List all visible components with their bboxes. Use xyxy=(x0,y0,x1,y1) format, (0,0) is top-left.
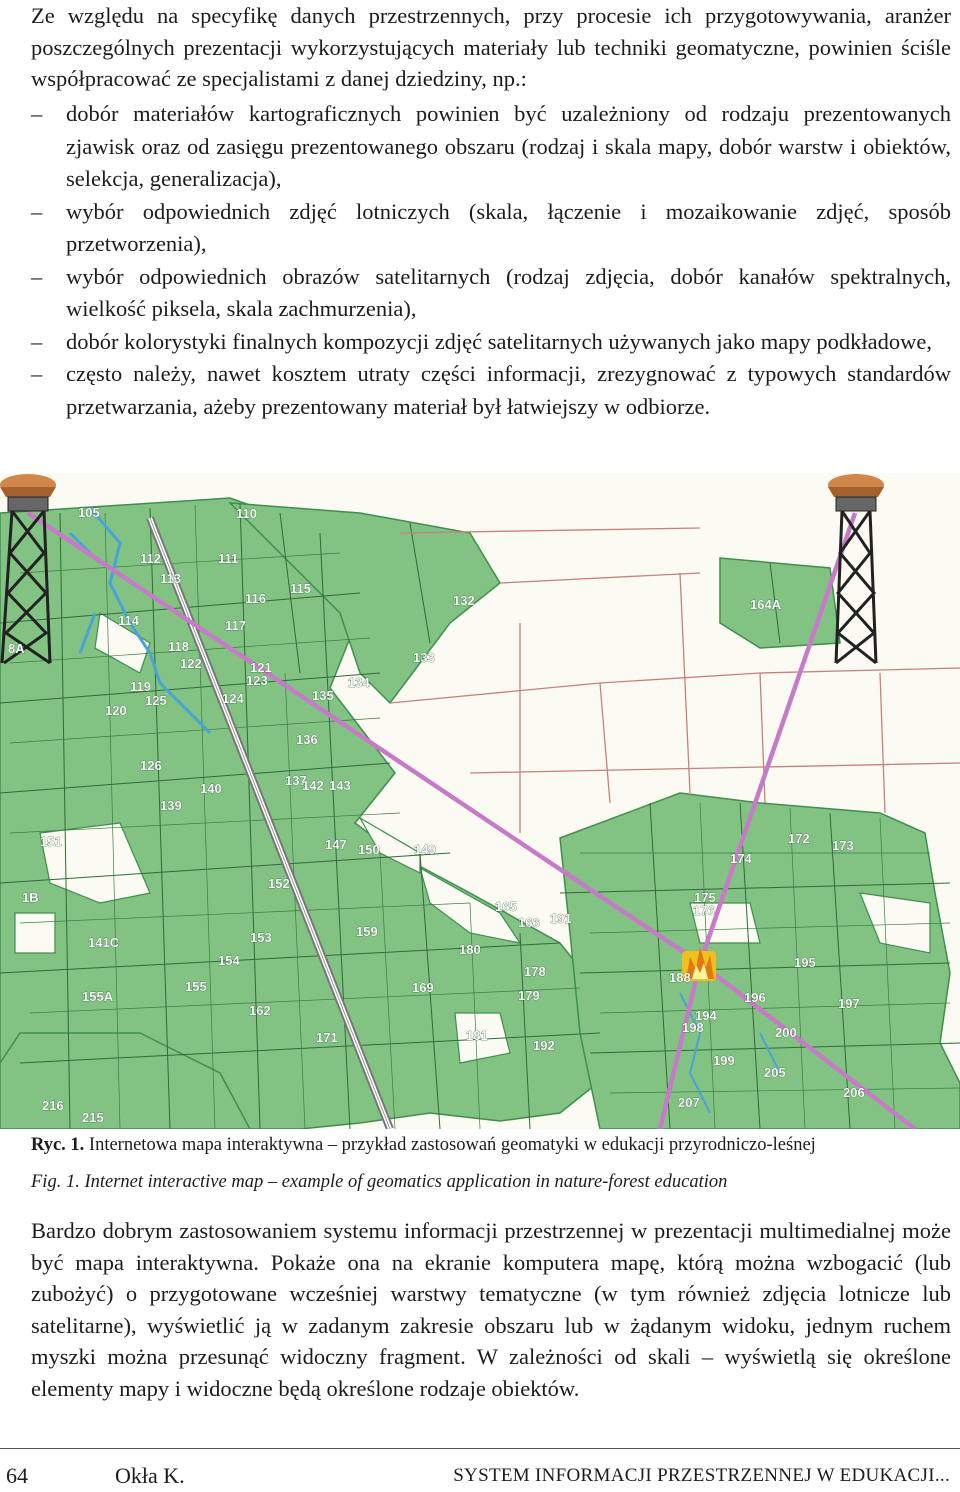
author-name: Okła K. xyxy=(115,1463,185,1488)
compartment-label: 165 xyxy=(495,899,517,914)
compartment-label: 173 xyxy=(832,838,854,853)
compartment-label: 132 xyxy=(453,593,475,608)
list-item xyxy=(31,358,951,423)
forest-area-east xyxy=(560,793,960,1129)
compartment-label: 171 xyxy=(316,1030,338,1045)
compartment-label: 121 xyxy=(250,660,272,675)
compartment-label: 154 xyxy=(218,953,240,968)
compartment-label: 143 xyxy=(329,778,351,793)
compartment-label: 174 xyxy=(730,851,752,866)
compartment-label: 181 xyxy=(466,1028,488,1043)
compartment-label: 112 xyxy=(140,551,161,566)
compartment-label: 215 xyxy=(82,1110,104,1125)
compartment-label: 149 xyxy=(414,842,436,857)
compartment-label: 164A xyxy=(750,597,782,612)
compartment-label: 120 xyxy=(105,703,127,718)
compartment-label: 159 xyxy=(356,924,378,939)
list-item xyxy=(31,98,951,196)
compartment-label: 188 xyxy=(669,970,691,985)
running-title: SYSTEM INFORMACJI PRZESTRZENNEJ W EDUKACJI... xyxy=(453,1465,950,1486)
compartment-label: 137 xyxy=(285,773,307,788)
compartment-label: 166 xyxy=(518,915,540,930)
compartment-label: 197 xyxy=(838,996,860,1011)
compartment-label: 1B xyxy=(22,890,39,905)
compartment-label: 142 xyxy=(302,778,324,793)
requirements-list xyxy=(31,98,951,423)
compartment-label: 192 xyxy=(533,1038,555,1053)
caption-label: Ryc. 1. xyxy=(31,1135,85,1155)
compartment-label: 150 xyxy=(358,842,380,857)
compartment-label: 147 xyxy=(325,837,347,852)
compartment-label: 125 xyxy=(145,693,167,708)
compartment-label: 141C xyxy=(88,935,120,950)
compartment-label: 151 xyxy=(40,834,62,849)
page-number: 64 xyxy=(6,1463,28,1488)
interactive-map-figure xyxy=(0,473,960,1129)
compartment-label: 152 xyxy=(268,876,290,891)
compartment-label: 113 xyxy=(160,571,181,586)
compartment-label: 205 xyxy=(764,1065,786,1080)
compartment-label: 133 xyxy=(413,650,435,665)
list-item xyxy=(31,326,951,359)
bullet-dash: – xyxy=(31,328,43,354)
compartment-label: 191 xyxy=(550,911,572,926)
compartment-label: 115 xyxy=(290,581,311,596)
compartment-label: 199 xyxy=(713,1053,735,1068)
caption-text: Internetowa mapa interaktywna – przykład zastosowań geomatyki w edukacji przyrodniczo-leśnej xyxy=(84,1135,816,1155)
compartment-label: 195 xyxy=(794,955,816,970)
compartment-label: 200 xyxy=(775,1025,797,1040)
compartment-label: 136 xyxy=(296,732,318,747)
compartment-label: 139 xyxy=(160,798,182,813)
list-item-text: wybór odpowiednich zdjęć lotniczych (skala, łączenie i mozaikowanie zdjęć, sposób przetworzenia), xyxy=(66,198,951,256)
compartment-label: 176 xyxy=(693,903,715,918)
compartment-label: 180 xyxy=(459,942,481,957)
compartment-label: 122 xyxy=(180,656,202,671)
list-item xyxy=(31,261,951,326)
forest-map xyxy=(0,473,960,1129)
compartment-label: 216 xyxy=(42,1098,64,1113)
compartment-label: 124 xyxy=(222,691,244,706)
list-item-text: dobór kolorystyki finalnych kompozycji zdjęć satelitarnych używanych jako mapy podkładowe, xyxy=(66,328,933,354)
compartment-label: 162 xyxy=(249,1003,271,1018)
clearing xyxy=(15,913,55,953)
compartment-label: 179 xyxy=(518,988,540,1003)
compartment-label: 175 xyxy=(694,890,716,905)
compartment-label: 172 xyxy=(788,831,810,846)
figure-caption-polish xyxy=(31,1130,816,1160)
list-item-text: często należy, nawet kosztem utraty części informacji, zrezygnować z typowych standardów przetwarzania, ażeby prezentowany materiał był łatwiejszy w odbiorze. xyxy=(66,361,951,419)
bullet-dash: – xyxy=(31,198,43,224)
compartment-label: 123 xyxy=(246,673,268,688)
compartment-label: 178 xyxy=(524,964,546,979)
compartment-label: 111 xyxy=(218,551,239,566)
compartment-label: 135 xyxy=(312,688,334,703)
compartment-label: 116 xyxy=(245,591,266,606)
list-item-text: dobór materiałów kartograficznych powinien być uzależniony od rodzaju prezentowanych zjawisk oraz od zasięgu prezentowanego obszaru (rodzaj i skala mapy, dobór warstw i obiektów, selekcja, generalizacja), xyxy=(66,101,951,191)
compartment-label: 196 xyxy=(744,990,766,1005)
compartment-label: 117 xyxy=(225,618,246,633)
compartment-label: 169 xyxy=(412,980,434,995)
compartment-label: 134 xyxy=(348,675,370,690)
compartment-label: 114 xyxy=(118,613,139,628)
footer-divider xyxy=(0,1448,960,1449)
compartment-label: 8A xyxy=(8,641,25,656)
compartment-label: 110 xyxy=(236,506,257,521)
compartment-label: 118 xyxy=(168,639,189,654)
compartment-label: 155A xyxy=(82,989,114,1004)
body-paragraph: Bardzo dobrym zastosowaniem systemu informacji przestrzennej w prezentacji multimedialnej może być mapa interaktywna. Pokaże ona na ekranie komputera mapę, którą można wzbogacić (lub zubożyć) o przygotowane wcześniej warstwy tematyczne (w tym również zdjęcia lotnicze lub satelitarne), wyświetlić ją w zadanym zakresie obszaru lub w żądanym widoku, jednym ruchem myszki można przesunąć widoczny fragment. W zależności od skali – wyświetlą się określone elementy mapy i widoczne będą określone rodzaje obiektów. xyxy=(31,1218,951,1401)
intro-paragraph: Ze względu na specyfikę danych przestrzennych, przy procesie ich przygotowywania, aranżer poszczególnych prezentacji wykorzystujących materiały lub techniki geomatyczne, powinien ściśle współpracować ze specjalistami z danej dziedziny, np.: xyxy=(31,3,951,91)
compartment-label: 105 xyxy=(78,505,100,520)
bullet-dash: – xyxy=(31,101,43,126)
compartment-label: 153 xyxy=(250,930,272,945)
compartment-label: 126 xyxy=(140,758,162,773)
compartment-label: 206 xyxy=(843,1085,865,1100)
compartment-label: 155 xyxy=(185,979,207,994)
compartment-label: 140 xyxy=(200,781,222,796)
list-item-text: wybór odpowiednich obrazów satelitarnych (rodzaj zdjęcia, dobór kanałów spektralnych, wielkość piksela, skala zachmurzenia), xyxy=(66,263,951,321)
bullet-dash: – xyxy=(31,263,43,289)
list-item xyxy=(31,196,951,261)
compartment-label: 194 xyxy=(695,1008,717,1023)
compartment-label: 198 xyxy=(682,1020,704,1035)
bullet-dash: – xyxy=(31,361,43,386)
compartment-label: 119 xyxy=(130,679,151,694)
figure-caption-english: Fig. 1. Internet interactive map – example of geomatics application in nature-forest education xyxy=(31,1172,728,1192)
compartment-label: 207 xyxy=(678,1095,700,1110)
